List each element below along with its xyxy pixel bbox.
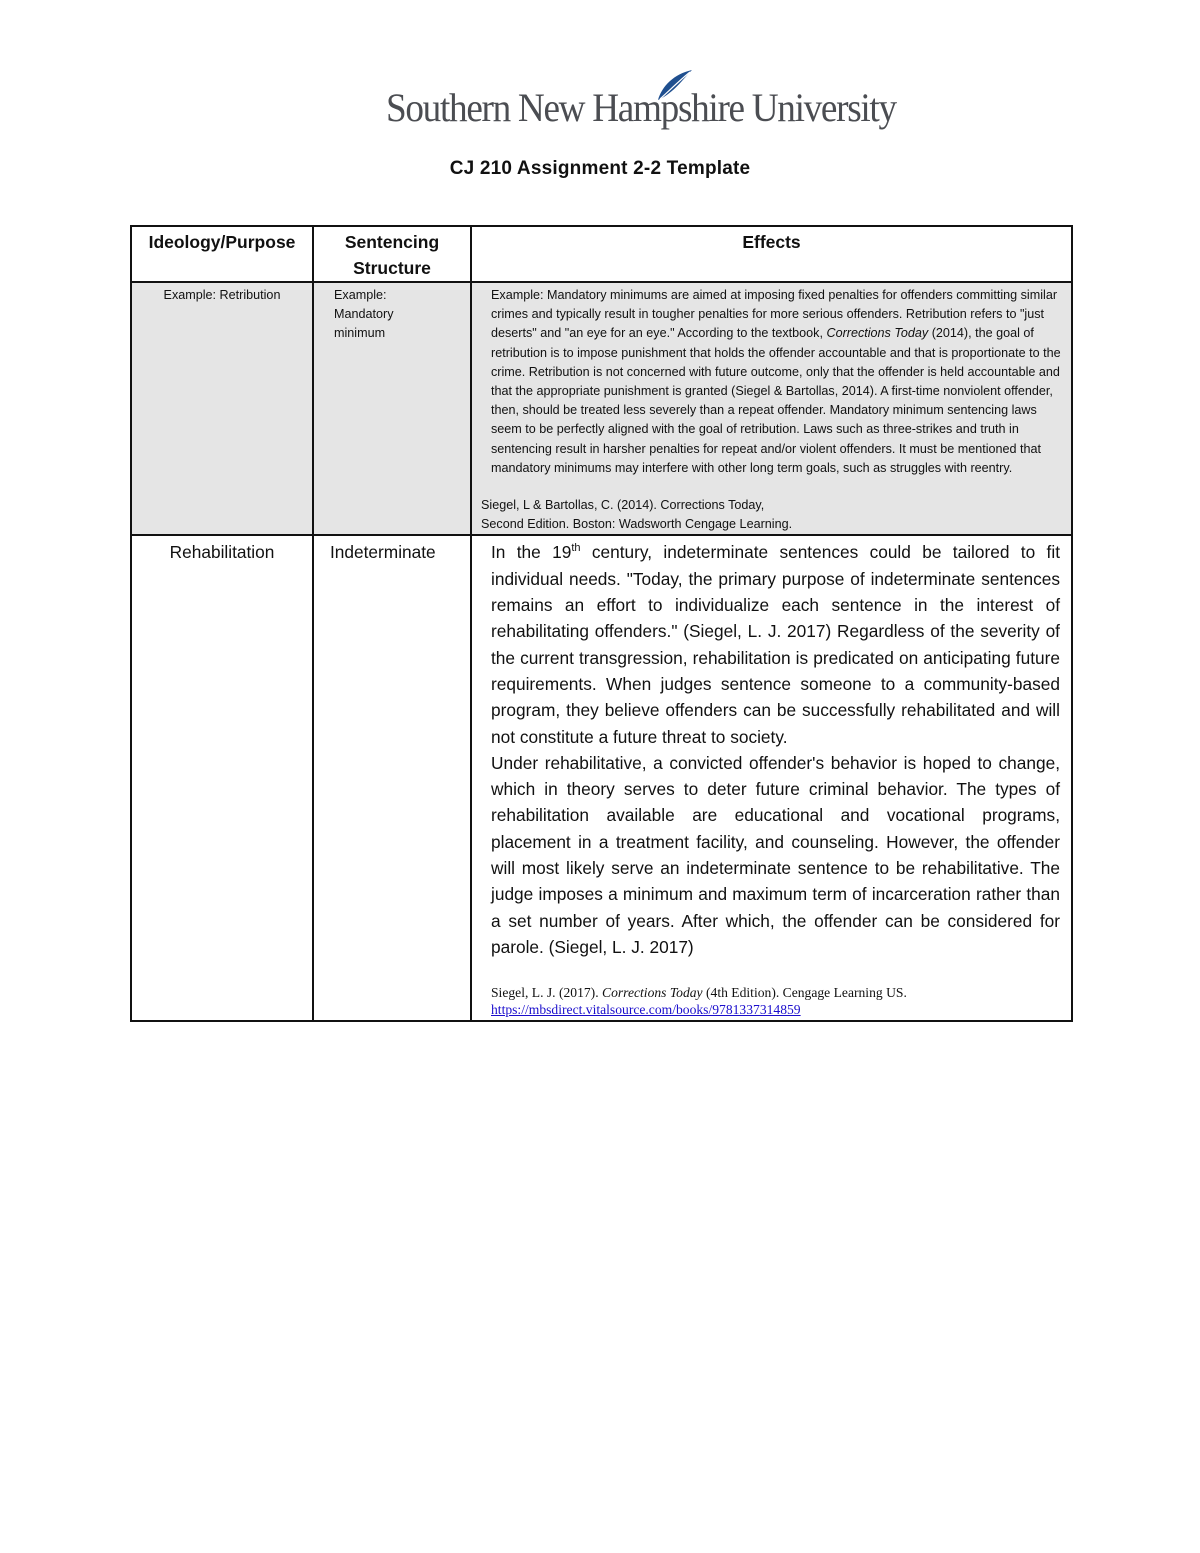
header-row: [131, 226, 1072, 282]
rehabilitation-structure-cell: Indeterminate: [313, 535, 471, 1021]
example-structure-text: Example: Mandatory minimum: [334, 288, 394, 341]
rehabilitation-effects-cell: [471, 535, 1072, 1021]
example-effects-cell: [471, 282, 1072, 535]
assignment-table: [130, 225, 1073, 1022]
example-ideology-cell: Example: Retribution: [131, 282, 313, 535]
example-effects-paragraph: [491, 286, 1061, 478]
reference-link[interactable]: https://mbsdirect.vitalsource.com/books/9781337314859: [491, 1002, 801, 1018]
effects-p1-start: In the 19: [491, 542, 572, 563]
example-structure-cell: [313, 282, 471, 535]
example-row: [131, 282, 1072, 535]
effects-paragraph-2: Under rehabilitative, a convicted offender's behavior is hoped to change, which in theory serves to deter future criminal behavior. The types of rehabilitation available are educational and vocational programs, placement in a treatment facility, and counseling. However, the offender will most likely serve an indeterminate sentence to be rehabilitative. The judge imposes a minimum and maximum term of incarceration rather than a set number of years. After which, the offender can be considered for parole. (Siegel, L. J. 2017): [491, 752, 1060, 957]
reference-author: Siegel, L. J. (2017).: [491, 985, 603, 1001]
reference-publisher: (4th Edition). Cengage Learning US.: [702, 985, 907, 1001]
reference-entry: [491, 984, 1060, 1020]
document-title: CJ 210 Assignment 2-2 Template: [449, 158, 751, 179]
university-logo: [386, 68, 896, 138]
rehabilitation-row: [131, 535, 1072, 1021]
university-logo-text: Southern New Hampshire University: [386, 85, 896, 130]
example-citation-line2: Second Edition. Boston: Wadsworth Cengage Learning.: [481, 517, 793, 532]
effects-p1-rest: century, indeterminate sentences could be tailored to fit individual needs. "Today, the primary purpose of indeterminate sentences remains an effort to individualize each sentence in the interest of rehabilitating offenders." (Siegel, L. J. 2017) Regardless of the severity of the current transgression, rehabilitation is predicated on anticipating future requirements. When judges sentence someone to a community-based program, they believe offenders can be successfully rehabilitated and will not constitute a future threat to society.: [491, 542, 1060, 747]
header-ideology: Ideology/Purpose: [131, 226, 313, 282]
example-effects-text: Example: Mandatory minimums are aimed at imposing fixed penalties for offenders committing similar crimes and typically result in tougher penalties for more serious offenders. Retribution refers to "just deserts" and "an eye for an eye." According to the textbook,: [491, 288, 1058, 341]
example-citation-line1: Siegel, L & Bartollas, C. (2014). Corrections Today,: [481, 498, 765, 513]
leaf-icon: [654, 68, 694, 102]
example-book-title: Corrections Today: [826, 326, 929, 341]
reference-book-title: Corrections Today: [602, 985, 703, 1001]
rehabilitation-ideology-cell: Rehabilitation: [131, 535, 313, 1021]
example-effects-text-continued: (2014), the goal of retribution is to impose punishment that holds the offender accountable and that is proportionate to the crime. Retribution is not concerned with future outcome, only that the offender is held accountable and that the appropriate punishment is granted (Siegel & Bartollas, 2014). A first-time nonviolent offender, then, should be treated less severely than a repeat offender. Mandatory minimum sentencing laws seem to be perfectly aligned with the goal of retribution. Laws such as three-strikes and truth in sentencing result in harsher penalties for repeat and/or violent offenders. It must be mentioned that mandatory minimums may interfere with other long term goals, such as struggles with reentry.: [491, 326, 1061, 475]
effects-p1-superscript: th: [571, 542, 581, 555]
header-sentencing-structure: Sentencing Structure: [313, 226, 471, 282]
header-effects: Effects: [471, 226, 1072, 282]
effects-paragraph-1: [491, 539, 1060, 749]
example-citation: [481, 496, 1061, 534]
